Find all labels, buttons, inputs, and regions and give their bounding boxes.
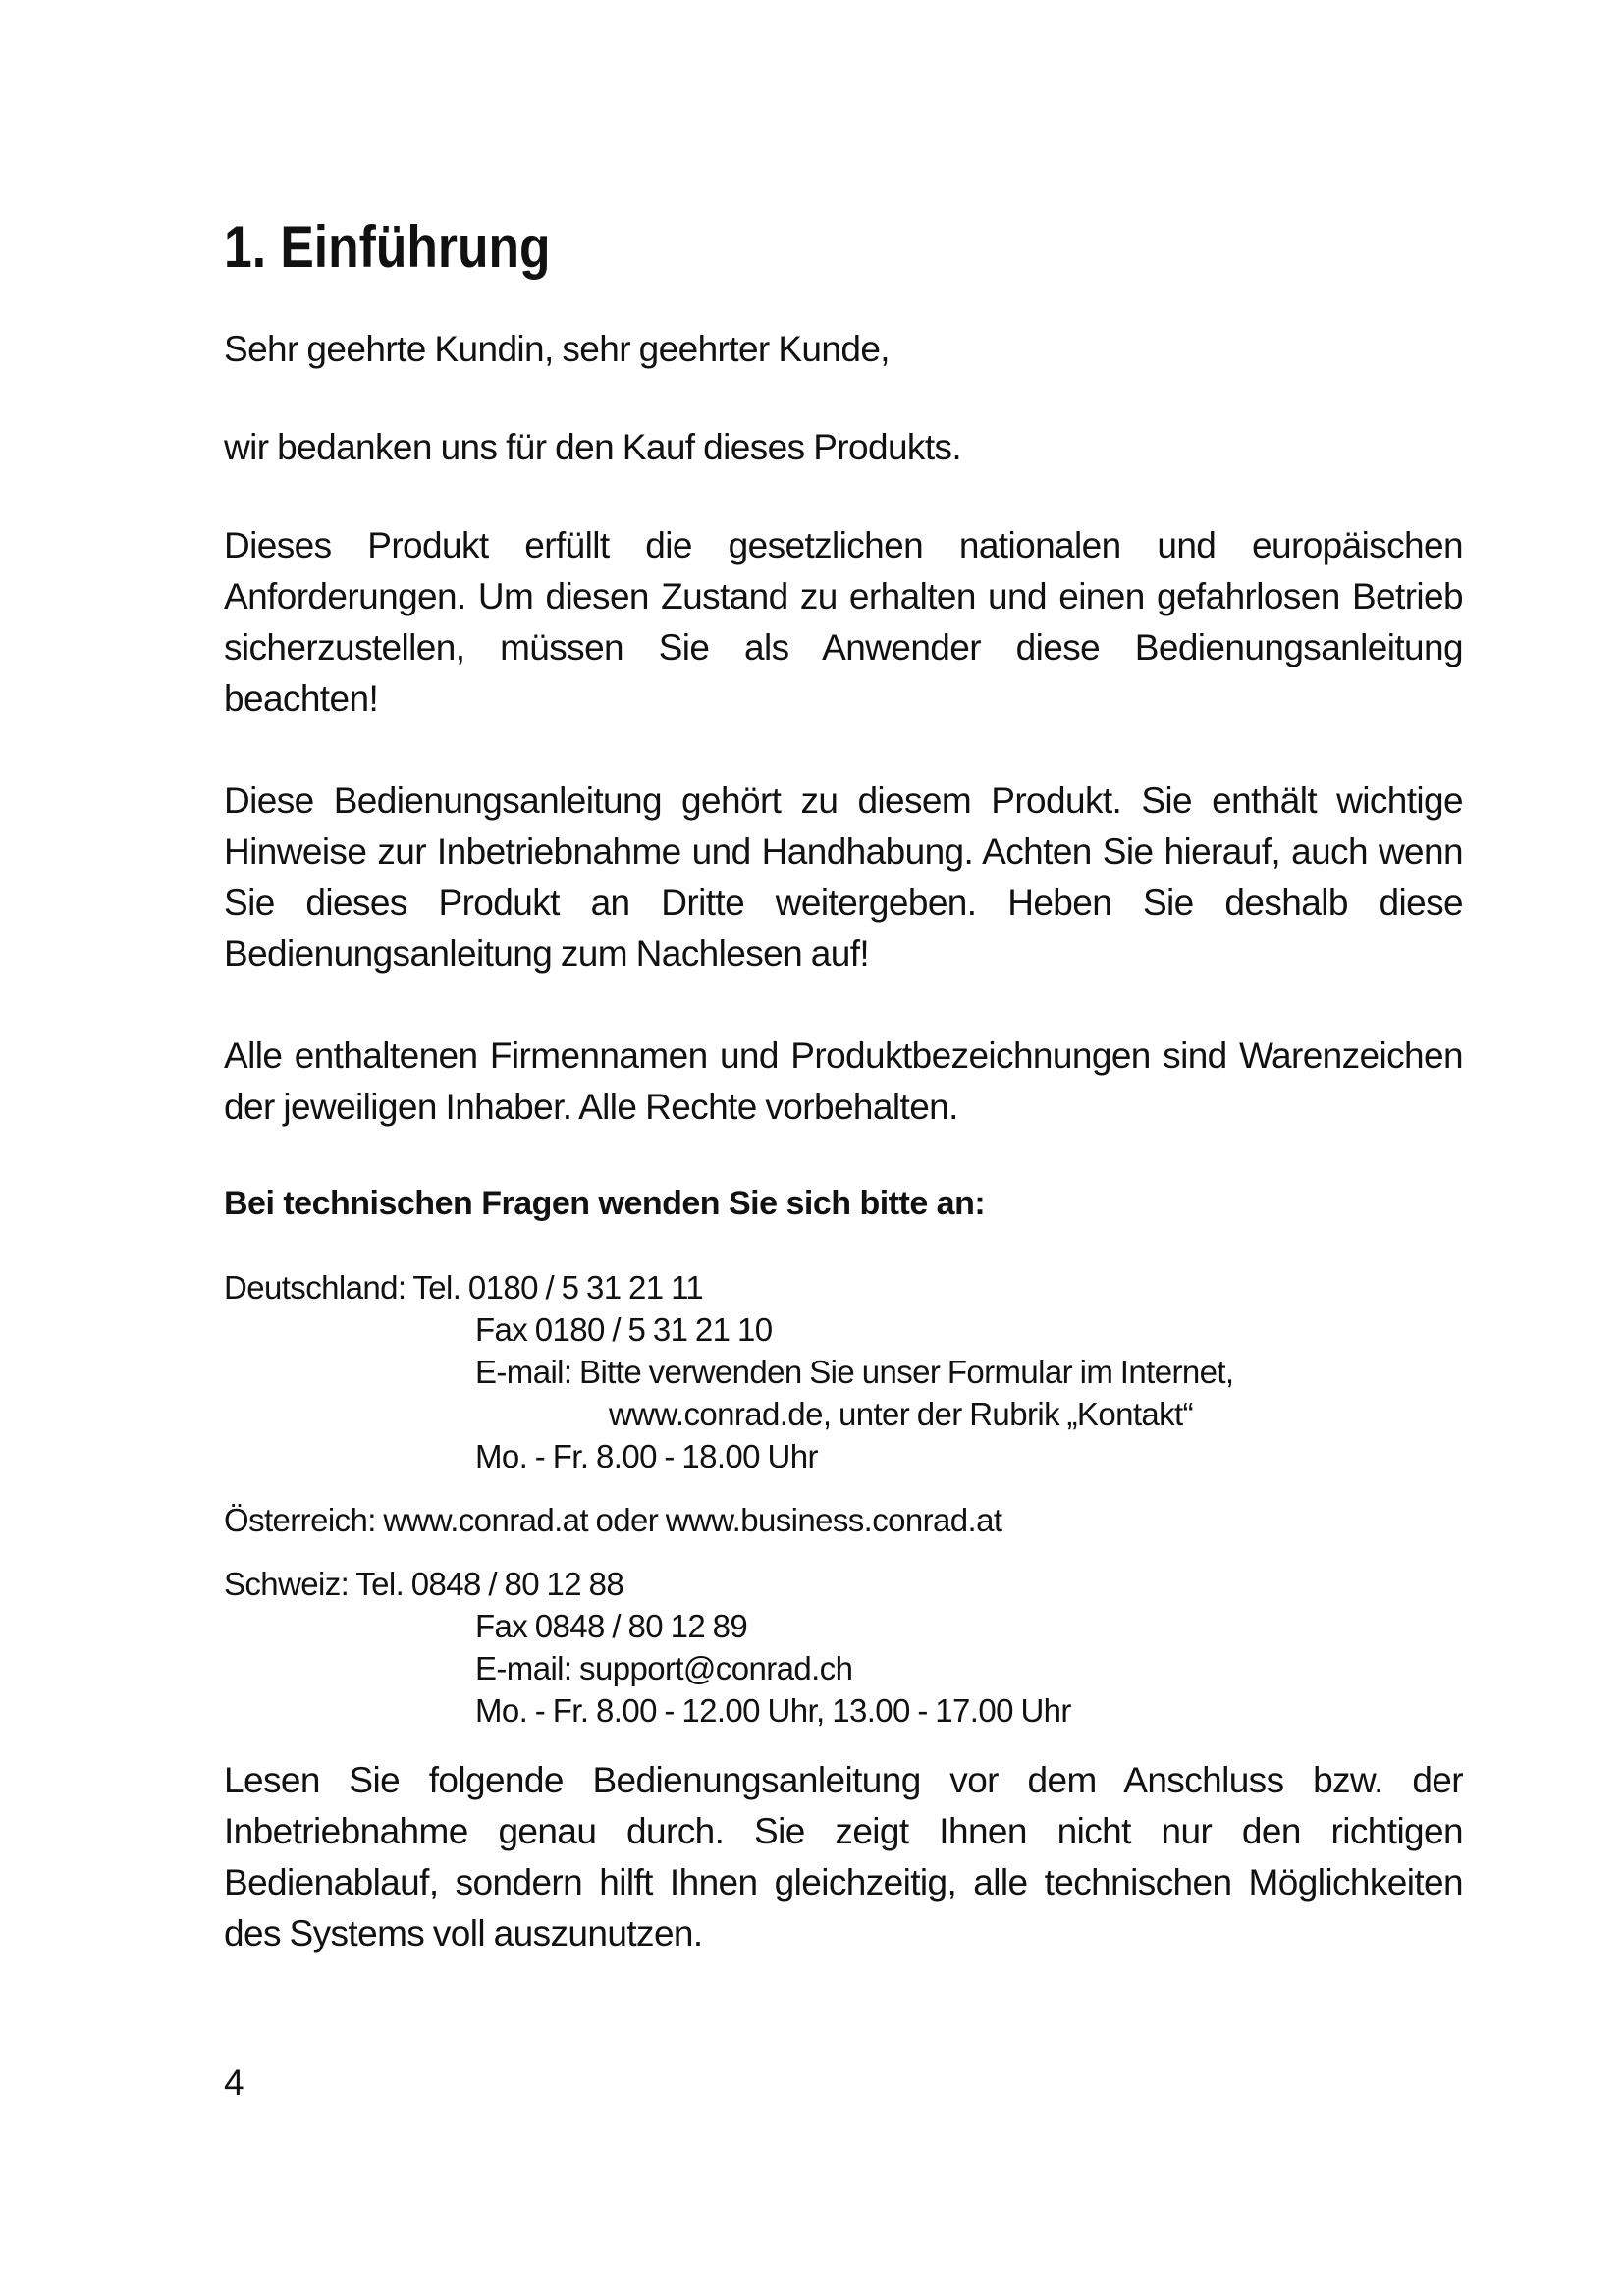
contact-germany-phone: Deutschland: Tel. 0180 / 5 31 21 11: [224, 1269, 704, 1306]
thanks-paragraph: wir bedanken uns für den Kauf dieses Produkts.: [224, 427, 962, 467]
contact-switzerland-email: E-mail: support@conrad.ch: [475, 1650, 853, 1686]
trademarks-paragraph: Alle enthaltenen Firmennamen und Produktbezeichnungen sind Warenzeichen der jeweiligen Inhaber. Alle Rechte vorbehalten.: [224, 1036, 1463, 1127]
contact-switzerland-fax: Fax 0848 / 80 12 89: [475, 1608, 748, 1644]
contact-germany-email-url: www.conrad.de, unter der Rubrik „Kontakt“: [609, 1396, 1194, 1432]
manual-paragraph: Diese Bedienungsanleitung gehört zu diesem Produkt. Sie enthält wichtige Hinweise zur Inbetriebnahme und Handhabung. Achten Sie hierauf, auch wenn Sie dieses Produkt an Dritte weitergeben. Heben Sie deshalb diese Bedienungsanleitung zum Nachlesen auf!: [224, 780, 1463, 974]
contact-germany-hours: Mo. - Fr. 8.00 - 18.00 Uhr: [475, 1438, 818, 1474]
tech-support-heading: Bei technischen Fragen wenden Sie sich bitte an:: [224, 1185, 986, 1222]
contact-austria-web: Österreich: www.conrad.at oder www.business.conrad.at: [224, 1502, 1002, 1538]
contact-switzerland: [224, 1563, 1463, 1732]
contact-germany: [224, 1266, 1463, 1477]
page-content: [224, 208, 1463, 1959]
section-heading: 1. Einführung: [224, 214, 551, 280]
contact-switzerland-phone: Schweiz: Tel. 0848 / 80 12 88: [224, 1566, 624, 1602]
contact-switzerland-hours: Mo. - Fr. 8.00 - 12.00 Uhr, 13.00 - 17.00 Uhr: [475, 1692, 1071, 1729]
contact-germany-email: E-mail: Bitte verwenden Sie unser Formular im Internet,: [475, 1354, 1234, 1390]
salutation: Sehr geehrte Kundin, sehr geehrter Kunde,: [224, 329, 890, 369]
requirements-paragraph: Dieses Produkt erfüllt die gesetzlichen nationalen und europäischen Anforderungen. Um diesen Zustand zu erhalten und einen gefahrlosen Betrieb sicherzustellen, müssen Sie als Anwender diese Bedienungsanleitung beachten!: [224, 525, 1463, 719]
contact-austria: [224, 1499, 1463, 1541]
contact-germany-fax: Fax 0180 / 5 31 21 10: [475, 1311, 773, 1348]
page-number: 4: [224, 2062, 244, 2103]
read-manual-paragraph: Lesen Sie folgende Bedienungsanleitung vor dem Anschluss bzw. der Inbetriebnahme genau durch. Sie zeigt Ihnen nicht nur den richtigen Bedienablauf, sondern hilft Ihnen gleichzeitig, alle technischen Möglichkeiten des Systems voll auszunutzen.: [224, 1760, 1463, 1953]
